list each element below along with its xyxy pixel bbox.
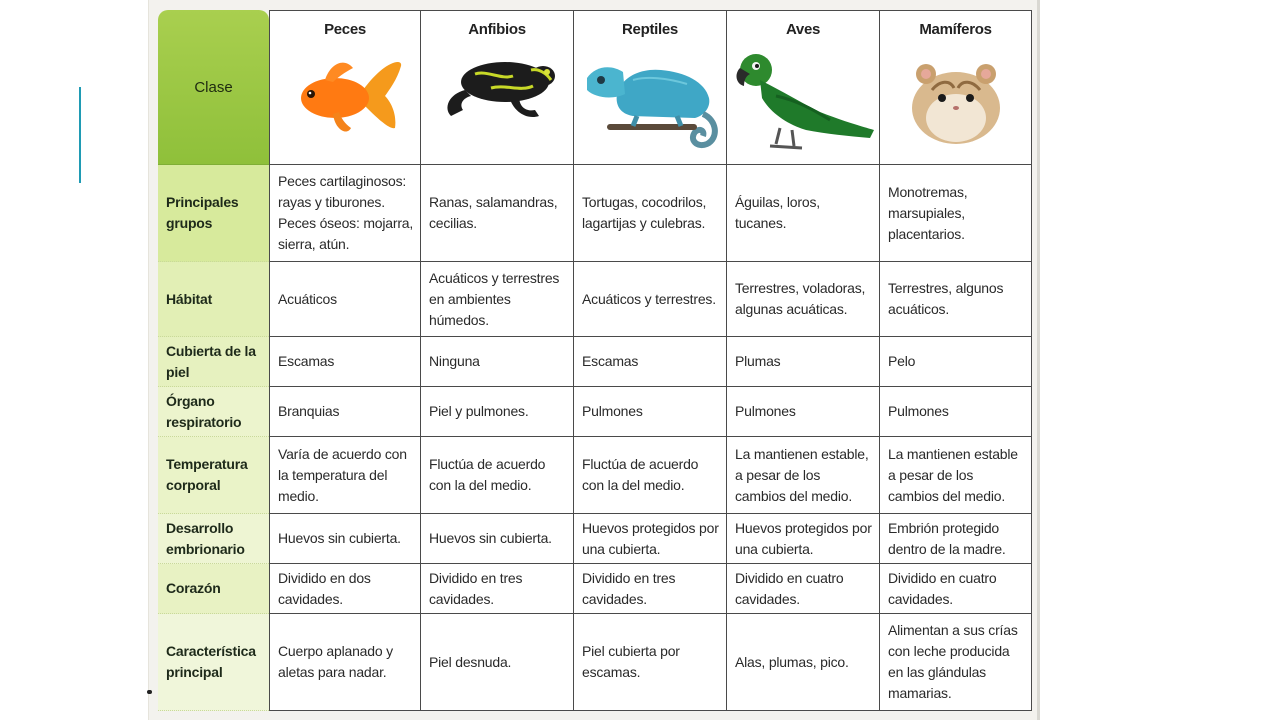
table-cell: Varía de acuerdo con la temperatura del medio. <box>269 437 421 514</box>
table-cell: Piel cubierta por escamas. <box>574 614 727 711</box>
table-cell: Pelo <box>880 337 1032 387</box>
table-cell: Terrestres, voladoras, algunas acuáticas. <box>727 262 880 337</box>
row-label-principales-grupos: Principales grupos <box>158 165 269 262</box>
animal-classes-table <box>158 10 1032 711</box>
ink-spot <box>147 690 152 694</box>
table-cell: Acuáticos <box>269 262 421 337</box>
table-cell: Escamas <box>269 337 421 387</box>
table-cell: Tortugas, cocodrilos, lagartijas y culebras. <box>574 165 727 262</box>
row-label-cubierta-piel: Cubierta de la piel <box>158 337 269 387</box>
table-cell: Pulmones <box>880 387 1032 437</box>
table-cell: Plumas <box>727 337 880 387</box>
table-cell: Alas, plumas, pico. <box>727 614 880 711</box>
table-cell: Fluctúa de acuerdo con la del medio. <box>421 437 574 514</box>
table-cell: Acuáticos y terrestres en ambientes húmedos. <box>421 262 574 337</box>
table-cell: Alimentan a sus crías con leche producida en las glándulas mamarias. <box>880 614 1032 711</box>
row-label-corazon: Corazón <box>158 564 269 614</box>
table-cell: Pulmones <box>574 387 727 437</box>
table-cell: Terrestres, algunos acuáticos. <box>880 262 1032 337</box>
table-cell: Huevos protegidos por una cubierta. <box>727 514 880 564</box>
table-cell: Huevos sin cubierta. <box>421 514 574 564</box>
row-label-desarrollo-embrionario: Desarrollo embrionario <box>158 514 269 564</box>
table-cell: Dividido en tres cavidades. <box>574 564 727 614</box>
table-cell: Águilas, loros, tucanes. <box>727 165 880 262</box>
table-cell: Huevos protegidos por una cubierta. <box>574 514 727 564</box>
column-header-anfibios <box>421 10 574 165</box>
table-cell: Piel y pulmones. <box>421 387 574 437</box>
table-cell: Peces cartilaginosos: rayas y tiburones. Peces óseos: mojarra, sierra, atún. <box>269 165 421 262</box>
table-cell: Fluctúa de acuerdo con la del medio. <box>574 437 727 514</box>
slide-accent-bar <box>79 87 81 183</box>
row-label-organo-respiratorio: Órgano respiratorio <box>158 387 269 437</box>
column-title: Reptiles <box>622 21 678 38</box>
table-cell: Dividido en cuatro cavidades. <box>727 564 880 614</box>
column-title: Mamíferos <box>919 21 992 38</box>
chameleon-icon <box>577 50 723 155</box>
corner-label-clase: Clase <box>158 10 269 165</box>
table-cell: Cuerpo aplanado y aletas para nadar. <box>269 614 421 711</box>
table-cell: Pulmones <box>727 387 880 437</box>
table-cell: Ninguna <box>421 337 574 387</box>
table-cell: Dividido en cuatro cavidades. <box>880 564 1032 614</box>
table-cell: Huevos sin cubierta. <box>269 514 421 564</box>
table-cell: La mantienen estable a pesar de los cambios del medio. <box>880 437 1032 514</box>
row-label-temperatura-corporal: Temperatura corporal <box>158 437 269 514</box>
table-cell: Acuáticos y terrestres. <box>574 262 727 337</box>
column-header-peces <box>269 10 421 165</box>
frog-icon <box>435 50 560 130</box>
column-title: Aves <box>785 21 821 38</box>
column-header-reptiles <box>574 10 727 165</box>
table-cell: Escamas <box>574 337 727 387</box>
column-header-aves <box>727 10 880 165</box>
column-title: Anfibios <box>468 21 526 38</box>
table-cell: Branquias <box>269 387 421 437</box>
table-cell: Embrión protegido dentro de la madre. <box>880 514 1032 564</box>
parrot-icon <box>730 50 876 160</box>
table-cell: Monotremas, marsupiales, placentarios. <box>880 165 1032 262</box>
hamster-icon <box>906 50 1006 150</box>
row-label-habitat: Hábitat <box>158 262 269 337</box>
table-cell: Dividido en tres cavidades. <box>421 564 574 614</box>
table-cell: Piel desnuda. <box>421 614 574 711</box>
table-cell: Ranas, salamandras, cecilias. <box>421 165 574 262</box>
column-header-mamiferos <box>880 10 1032 165</box>
column-title: Peces <box>324 21 366 38</box>
table-cell: Dividido en dos cavidades. <box>269 564 421 614</box>
goldfish-icon <box>285 50 405 145</box>
row-label-caracteristica-principal: Característica principal <box>158 614 269 711</box>
table-cell: La mantienen estable, a pesar de los cambios del medio. <box>727 437 880 514</box>
